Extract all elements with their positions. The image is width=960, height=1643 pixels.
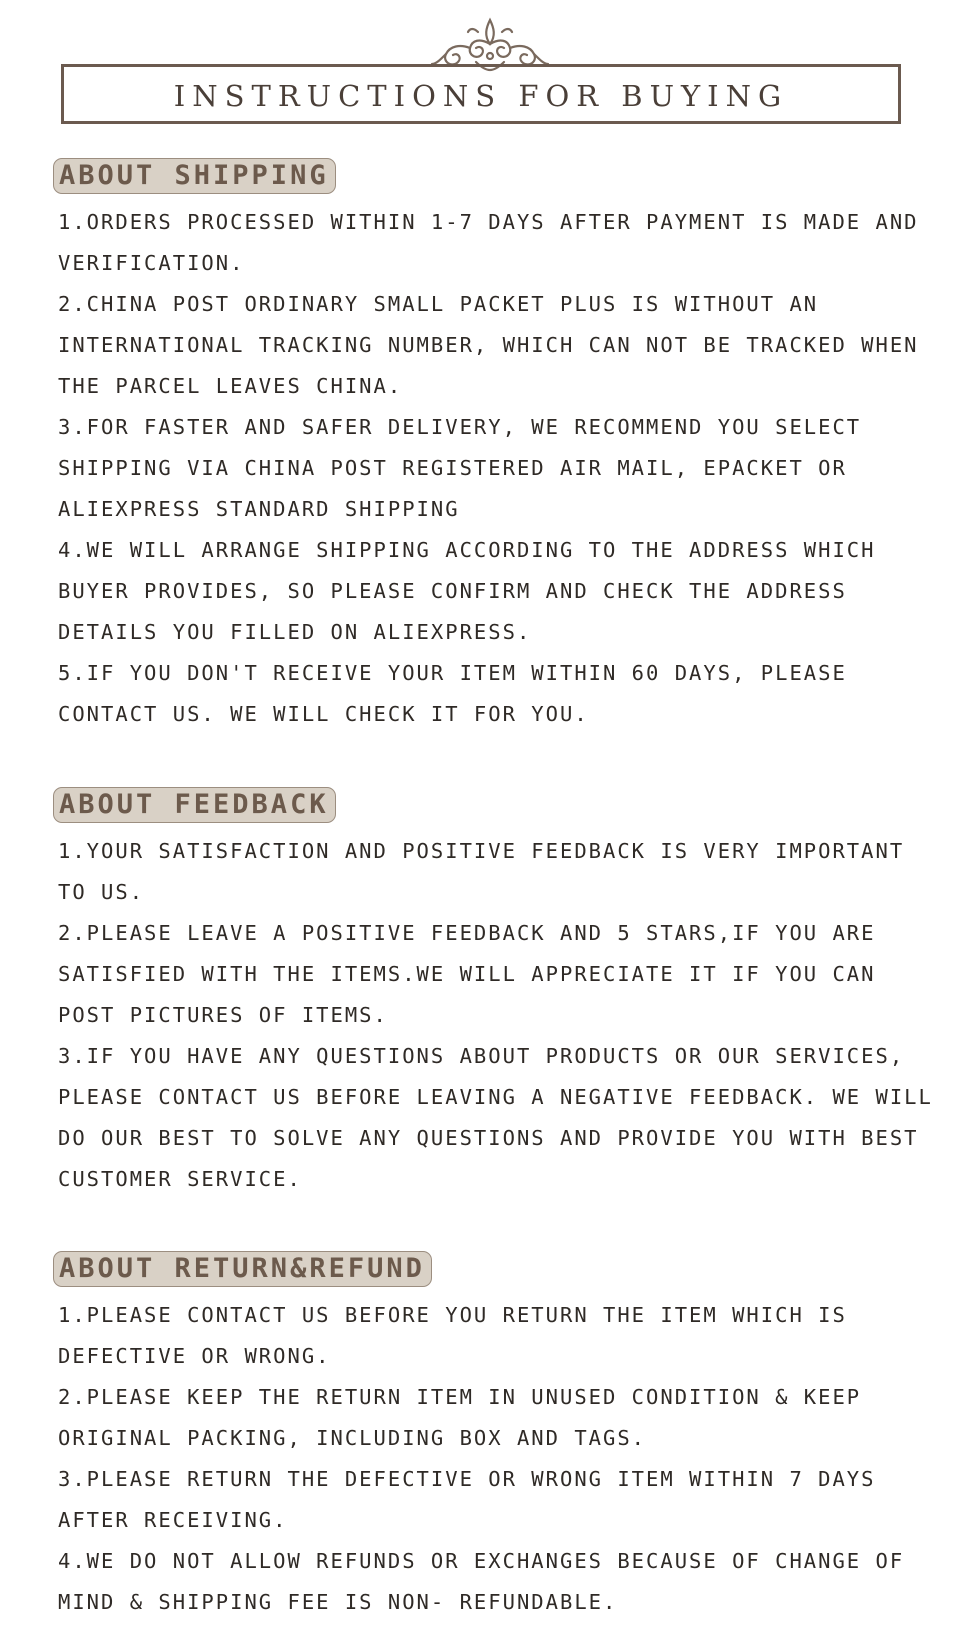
- list-item: 3.FOR FASTER AND SAFER DELIVERY, WE RECOMMEND YOU SELECT SHIPPING VIA CHINA POST REGISTERED AIR MAIL, EPACKET OR ALIEXPRESS STANDARD SHIPPING: [58, 415, 862, 521]
- list-item: 2.PLEASE LEAVE A POSITIVE FEEDBACK AND 5 STARS,IF YOU ARE SATISFIED WITH THE ITEMS.WE WILL APPRECIATE IT IF YOU CAN POST PICTURES OF ITEMS.: [58, 921, 876, 1027]
- page-title: INSTRUCTIONS FOR BUYING: [173, 79, 789, 113]
- shipping-section: [53, 158, 933, 735]
- list-item: 3.PLEASE RETURN THE DEFECTIVE OR WRONG ITEM WITHIN 7 DAYS AFTER RECEIVING.: [58, 1467, 876, 1532]
- list-item: 1.YOUR SATISFACTION AND POSITIVE FEEDBACK IS VERY IMPORTANT TO US.: [58, 839, 905, 904]
- list-item: 4.WE DO NOT ALLOW REFUNDS OR EXCHANGES BECAUSE OF CHANGE OF MIND & SHIPPING FEE IS NON- REFUNDABLE.: [58, 1549, 905, 1614]
- list-item: 3.IF YOU HAVE ANY QUESTIONS ABOUT PRODUCTS OR OUR SERVICES, PLEASE CONTACT US BEFORE LEAVING A NEGATIVE FEEDBACK. WE WILL DO OUR BEST TO SOLVE ANY QUESTIONS AND PROVIDE YOU WITH BEST CUSTOMER SERVICE.: [58, 1044, 933, 1191]
- list-item: 5.IF YOU DON'T RECEIVE YOUR ITEM WITHIN 60 DAYS, PLEASE CONTACT US. WE WILL CHECK IT FOR YOU.: [58, 661, 847, 726]
- shipping-items: [53, 202, 938, 735]
- list-item: 2.PLEASE KEEP THE RETURN ITEM IN UNUSED CONDITION & KEEP ORIGINAL PACKING, INCLUDING BOX AND TAGS.: [58, 1385, 862, 1450]
- section-heading-feedback: ABOUT FEEDBACK: [53, 787, 336, 823]
- list-item: 2.CHINA POST ORDINARY SMALL PACKET PLUS IS WITHOUT AN INTERNATIONAL TRACKING NUMBER, WHICH CAN NOT BE TRACKED WHEN THE PARCEL LEAVES CHINA.: [58, 292, 919, 398]
- list-item: 1.PLEASE CONTACT US BEFORE YOU RETURN THE ITEM WHICH IS DEFECTIVE OR WRONG.: [58, 1303, 847, 1368]
- return-refund-section: [53, 1251, 933, 1623]
- feedback-section: [53, 787, 933, 1200]
- section-heading-return-refund: ABOUT RETURN&REFUND: [53, 1251, 432, 1287]
- title-frame: [61, 64, 901, 124]
- section-heading-shipping: ABOUT SHIPPING: [53, 158, 336, 194]
- feedback-items: [53, 831, 938, 1200]
- list-item: 4.WE WILL ARRANGE SHIPPING ACCORDING TO THE ADDRESS WHICH BUYER PROVIDES, SO PLEASE CONFIRM AND CHECK THE ADDRESS DETAILS YOU FILLED ON ALIEXPRESS.: [58, 538, 876, 644]
- list-item: 1.ORDERS PROCESSED WITHIN 1-7 DAYS AFTER PAYMENT IS MADE AND VERIFICATION.: [58, 210, 919, 275]
- return-refund-items: [53, 1295, 938, 1623]
